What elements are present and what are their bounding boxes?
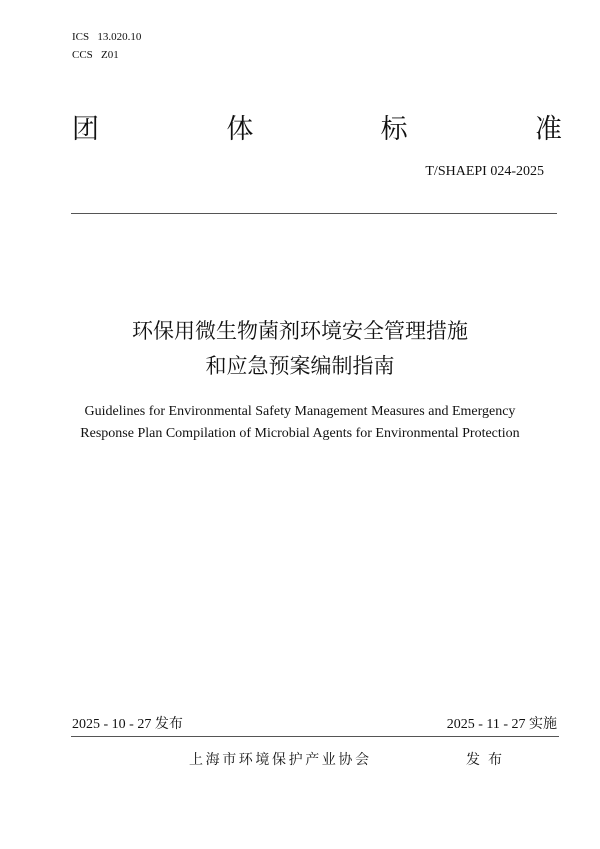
implementation-date: 2025 - 11 - 27 实施 <box>446 717 557 732</box>
standard-type-char: 标 <box>380 114 408 145</box>
standard-type-char: 团 <box>72 114 99 145</box>
chinese-title-line-1: 环保用微生物菌剂环境安全管理措施 <box>132 319 468 343</box>
bottom-divider <box>71 736 559 737</box>
english-title-line-1: Guidelines for Environmental Safety Management Measures and Emergency <box>84 404 516 419</box>
standard-type-char: 准 <box>534 114 562 145</box>
top-divider <box>71 213 557 214</box>
ccs-code: CCS Z01 <box>72 49 119 61</box>
standard-type-heading <box>72 112 562 148</box>
standard-type-char: 体 <box>226 114 254 145</box>
english-title-line-2: Response Plan Compilation of Microbial Agents for Environmental Protection <box>80 426 520 441</box>
publish-label: 发布 <box>466 752 510 768</box>
issue-date: 2025 - 10 - 27 发布 <box>72 717 183 732</box>
publisher-name: 上海市环境保护产业协会 <box>189 752 372 768</box>
chinese-title-line-2: 和应急预案编制指南 <box>205 354 395 378</box>
standard-number: T/SHAEPI 024-2025 <box>425 164 544 179</box>
ics-code: ICS 13.020.10 <box>72 31 142 43</box>
